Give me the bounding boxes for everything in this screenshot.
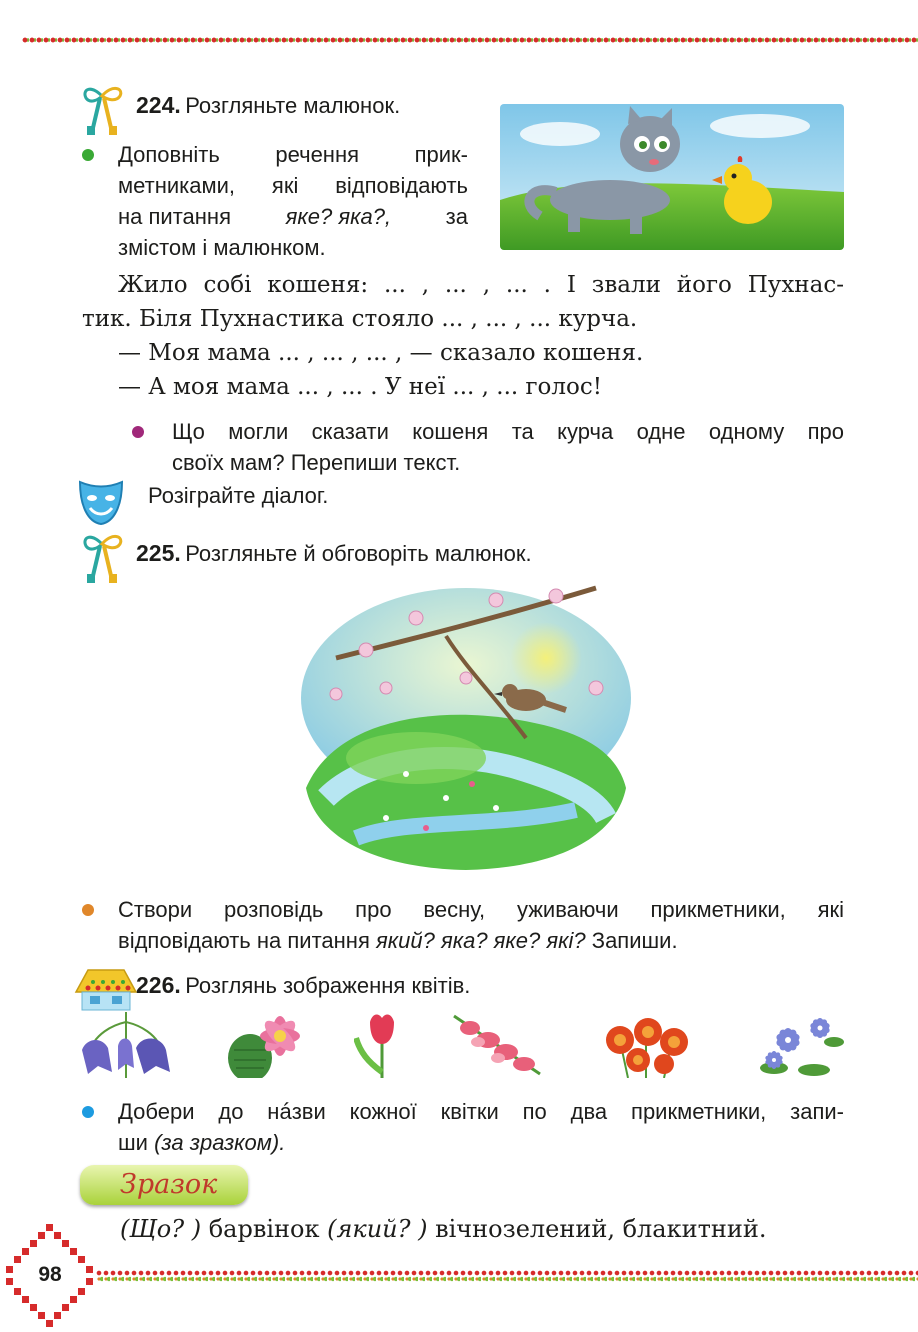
story-line: — А моя мама ... , ... . У неї ... , ... голос! (118, 374, 602, 400)
exercise-225-task (118, 894, 844, 956)
task-line: змістом і малюнком. (118, 235, 326, 260)
sample-adjectives: вічнозелений, блакитний. (435, 1215, 767, 1243)
task-text: відповідають на питання (118, 928, 370, 953)
sample-noun: барвінок (208, 1215, 320, 1243)
kitten-chick-illustration (500, 104, 844, 250)
sample-label: Зразок (120, 1169, 218, 1200)
exercise-224-story (82, 268, 844, 404)
marigold-image (598, 1010, 694, 1078)
ribbon-icon (78, 530, 128, 584)
bullet-orange-icon (82, 904, 94, 916)
task-text: за (445, 204, 468, 229)
story-line: — Моя мама ... , ... , ... , — сказало кошеня. (118, 340, 644, 366)
exercise-225-heading (136, 538, 532, 572)
task-line: метниками, які відповідають (118, 173, 468, 198)
exercise-number: 226. (136, 972, 181, 998)
spring-meadow-illustration (296, 578, 640, 884)
bullet-green-icon (82, 149, 94, 161)
top-ornament-border (22, 36, 918, 44)
task-line (118, 1127, 844, 1158)
exercise-number: 225. (136, 540, 181, 566)
task-text: Запиши. (591, 928, 678, 953)
task-hint: (за зразком). (154, 1130, 286, 1155)
task-line: Доповніть речення прик- (118, 142, 468, 167)
task-text: ши (118, 1130, 148, 1155)
exercise-226-heading (136, 970, 470, 1004)
task-line (118, 925, 844, 956)
roleplay-instruction: Розіграйте діалог. (148, 483, 329, 508)
question-line: Що могли сказати кошеня та курча одне одному про (172, 419, 844, 444)
bellflower-image (78, 1012, 174, 1078)
exercise-title: Розглянь зображення квітів. (185, 973, 471, 998)
exercise-title: Розгляньте й обговоріть малюнок. (185, 541, 532, 566)
bullet-purple-icon (132, 426, 144, 438)
sample-sentence (120, 1212, 767, 1246)
tulip-image (354, 1012, 410, 1078)
exercise-number: 224. (136, 92, 181, 118)
exercise-224-heading (136, 90, 400, 124)
question-line: своїх мам? Перепиши текст. (172, 450, 461, 475)
exercise-226-task (118, 1096, 844, 1158)
exercise-224-task (118, 139, 468, 263)
task-line (118, 201, 468, 232)
ribbon-icon (78, 82, 128, 136)
task-text: на питання (118, 204, 231, 229)
exercise-title: Розгляньте малюнок. (185, 93, 401, 118)
task-line: Добери до нáзви кожної квітки по два прикметники, запи- (118, 1099, 844, 1124)
theatre-mask-icon (76, 478, 126, 526)
task-line: Створи розповідь про весну, уживаючи прикметники, які (118, 897, 844, 922)
periwinkle-image (754, 1012, 844, 1078)
page-number: 98 (38, 1263, 62, 1286)
bullet-blue-icon (82, 1106, 94, 1118)
exercise-224-question (172, 416, 844, 478)
task-questions: який? яка? яке? які? (375, 928, 586, 953)
story-line: тик. Біля Пухнастика стояло ... , ... , ... курча. (82, 306, 638, 332)
bottom-ornament-border (96, 1270, 918, 1282)
task-question: яке? яка?, (285, 204, 392, 229)
cactus-flower-image (224, 1010, 308, 1078)
sample-question: (Що? ) (120, 1215, 202, 1243)
house-icon (74, 966, 138, 1012)
story-line: Жило собі кошеня: ... , ... , ... . І звали його Пухнас- (118, 272, 844, 298)
sample-question: (який? ) (327, 1215, 428, 1243)
gladiolus-image (448, 1012, 546, 1078)
